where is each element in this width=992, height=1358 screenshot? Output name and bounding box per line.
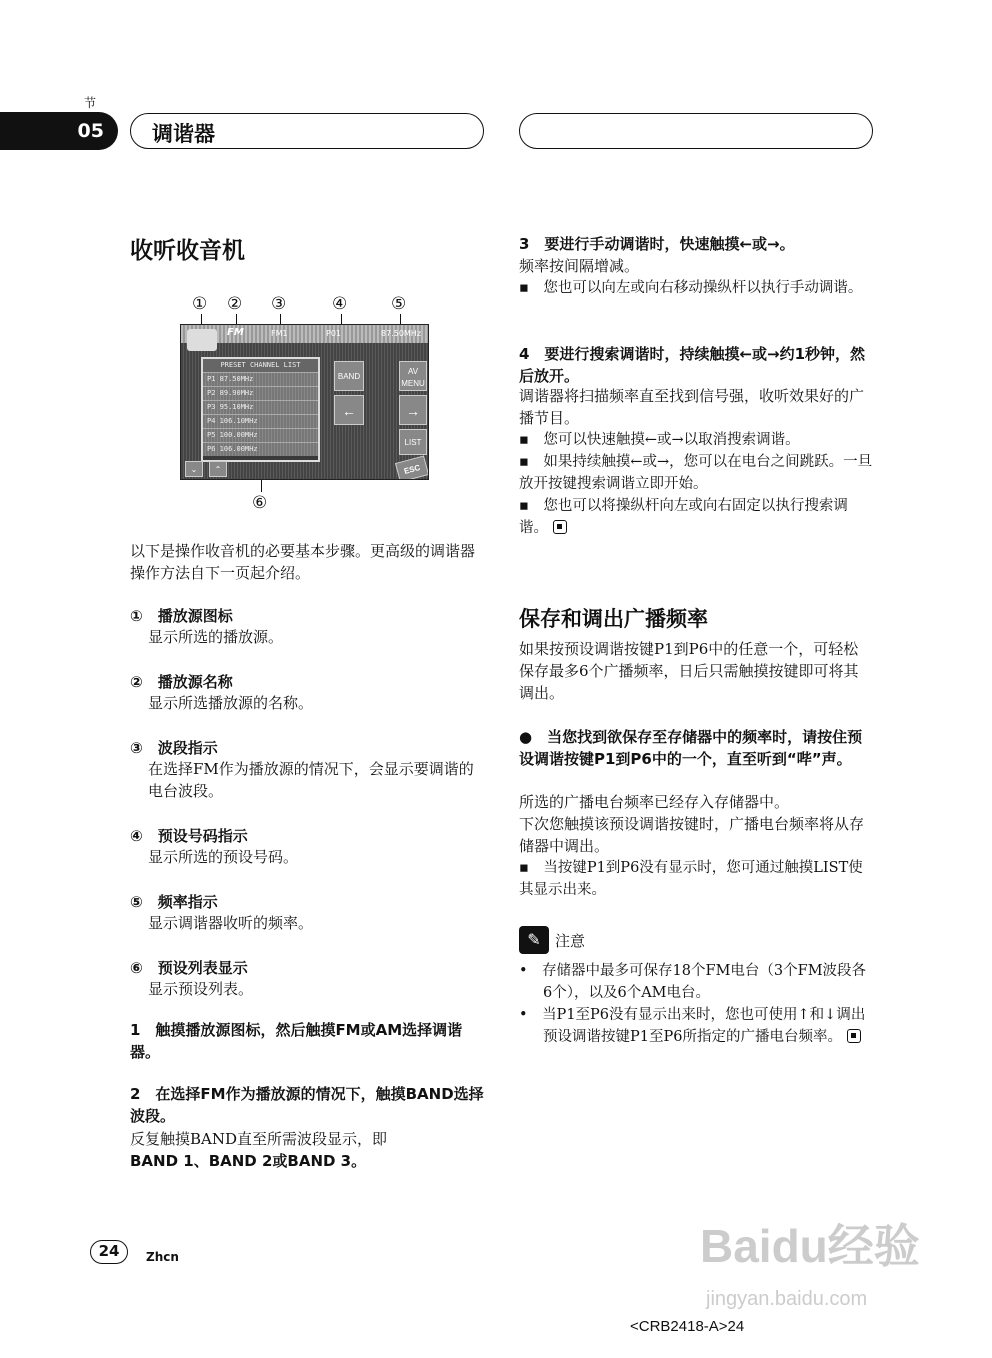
esc-button[interactable]: ESC <box>395 455 429 480</box>
scroll-down-button[interactable]: ⌄ <box>185 461 203 477</box>
callout-item-1 <box>130 605 484 671</box>
screen-band: FM1 <box>271 329 288 338</box>
step-4-bullet-1-text: 您可以快速触摸←或→以取消搜索调谐。 <box>543 432 800 448</box>
callout-item-6 <box>130 957 484 1017</box>
item-2-title: 播放源名称 <box>157 673 233 691</box>
right-arrow-button[interactable]: → <box>399 395 427 425</box>
baidu-watermark: Baidu经验 <box>700 1220 920 1272</box>
section-label: 节 <box>84 96 97 110</box>
chapter-title: 调谐器 <box>152 122 215 146</box>
save-bullet-text: 当按键P1到P6没有显示时，您可通过触摸LIST使其显示出来。 <box>519 860 863 898</box>
step-4-bullet-2: ▪ 如果持续触摸←或→，您可以在电台之间跳跃。一旦放开按键搜索调谐立即开始。 <box>519 454 873 492</box>
step-4-bullet-2-text: 如果持续触摸←或→，您可以在电台之间跳跃。一旦放开按键搜索调谐立即开始。 <box>519 454 873 492</box>
item-4-title: 预设号码指示 <box>157 827 248 845</box>
list-button[interactable]: LIST <box>399 429 427 455</box>
callout-item-4 <box>130 825 484 891</box>
step-4-bullet-3: ▪ 您也可以将操纵杆向左或向右固定以执行搜索调谐。 <box>519 498 848 536</box>
save-intro: 如果按预设调谐按键P1到P6中的任意一个，可轻松保存最多6个广播频率，日后只需触摸按键即可将其调出。 <box>519 640 859 702</box>
step-3-desc: 频率按间隔增减。 <box>519 257 640 275</box>
source-icon[interactable] <box>187 329 217 351</box>
item-1-num: ① <box>130 607 143 625</box>
band-button[interactable]: BAND <box>334 361 364 391</box>
item-3-title: 波段指示 <box>157 739 218 757</box>
scroll-up-button[interactable]: ⌃ <box>209 461 227 477</box>
notes-list <box>519 960 873 1048</box>
intro-paragraph: 以下是操作收音机的必要基本步骤。更高级的调谐器操作方法自下一页起介绍。 <box>130 542 476 582</box>
callout-5: ⑤ <box>391 294 407 314</box>
save-step: ● 当您找到欲保存至存储器中的频率时，请按住预设调谐按键P1到P6中的一个，直至听到“哔”声。 <box>519 728 863 768</box>
step-4-desc: 调谐器将扫描频率直至找到信号强，收听效果好的广播节目。 <box>519 387 865 427</box>
section-number-badge: 05 <box>0 112 118 150</box>
item-2-num: ② <box>130 673 143 691</box>
preset-item-p2[interactable]: P2 89.90MHz <box>203 386 318 400</box>
av-menu-button[interactable]: AV MENU <box>399 361 427 391</box>
item-1-title: 播放源图标 <box>157 607 233 625</box>
left-arrow-button[interactable]: ← <box>334 395 364 425</box>
note-1-text: 存储器中最多可保存18个FM电台（3个FM波段各6个），以及6个AM电台。 <box>542 963 867 1001</box>
item-5-desc: 显示调谐器收听的频率。 <box>148 914 314 932</box>
screen-preset: P01 <box>326 329 342 338</box>
preset-item-p3[interactable]: P3 95.10MHz <box>203 400 318 414</box>
item-3-desc: 在选择FM作为播放源的情况下，会显示要调谐的电台波段。 <box>148 760 474 800</box>
preset-item-p4[interactable]: P4 106.10MHz <box>203 414 318 428</box>
callout-3: ③ <box>271 294 287 314</box>
note-end-icon <box>847 1029 861 1043</box>
callout-6: ⑥ <box>252 493 268 513</box>
page-number: 24 <box>90 1240 128 1264</box>
callout-4: ④ <box>332 294 348 314</box>
baidu-watermark-url: jingyan.baidu.com <box>706 1288 868 1310</box>
preset-list-title: PRESET CHANNEL LIST <box>203 359 318 372</box>
item-2-desc: 显示所选播放源的名称。 <box>148 694 314 712</box>
section-heading-listen-radio: 收听收音机 <box>130 238 245 264</box>
step-2-bands: BAND 1、BAND 2或BAND 3。 <box>130 1152 367 1170</box>
callout-descriptions <box>130 605 484 1017</box>
item-6-num: ⑥ <box>130 959 143 977</box>
step-3-title: 3 要进行手动调谐时，快速触摸←或→。 <box>519 235 795 253</box>
language-code: Zhcn <box>146 1250 179 1264</box>
step-4-bullets <box>519 429 873 539</box>
preset-item-p5[interactable]: P5 100.00MHz <box>203 428 318 442</box>
save-desc-2: 下次您触摸该预设调谐按键时，广播电台频率将从存储器中调出。 <box>519 815 865 855</box>
step-4-title: 4 要进行搜索调谐时，持续触摸←或→约1秒钟，然后放开。 <box>519 345 866 385</box>
save-desc-1: 所选的广播电台频率已经存入存储器中。 <box>519 793 790 811</box>
step-4-bullet-3-text: 您也可以将操纵杆向左或向右固定以执行搜索调谐。 <box>519 498 848 536</box>
callout-item-3 <box>130 737 484 825</box>
right-header-frame <box>519 113 873 149</box>
section-heading-save-recall: 保存和调出广播频率 <box>519 607 708 631</box>
screen-status-bar <box>181 325 428 343</box>
item-5-title: 频率指示 <box>157 893 218 911</box>
item-6-title: 预设列表显示 <box>157 959 248 977</box>
screen-source-name: FM <box>227 327 244 338</box>
callout-1: ① <box>192 294 208 314</box>
step-2-title: 2 在选择FM作为播放源的情况下，触摸BAND选择波段。 <box>130 1085 484 1125</box>
preset-item-p6[interactable]: P6 106.00MHz <box>203 442 318 456</box>
document-code: <CRB2418-A>24 <box>630 1318 745 1335</box>
preset-item-p1[interactable]: P1 87.50MHz <box>203 372 318 386</box>
callout-item-5 <box>130 891 484 957</box>
tuner-screen-illustration <box>180 324 429 480</box>
item-4-desc: 显示所选的预设号码。 <box>148 848 299 866</box>
step-4-bullet-1: ▪ 您可以快速触摸←或→以取消搜索调谐。 <box>519 432 800 448</box>
section-end-icon <box>553 520 567 534</box>
step-2-desc: 反复触摸BAND直至所需波段显示，即 <box>130 1130 388 1148</box>
item-5-num: ⑤ <box>130 893 143 911</box>
step-3-bullet-text: 您也可以向左或向右移动操纵杆以执行手动调谐。 <box>543 280 863 296</box>
item-3-num: ③ <box>130 739 143 757</box>
callout-2: ② <box>227 294 243 314</box>
save-bullet: ▪ 当按键P1到P6没有显示时，您可通过触摸LIST使其显示出来。 <box>519 860 863 898</box>
preset-channel-list <box>201 357 320 462</box>
step-3-bullet: ▪ 您也可以向左或向右移动操纵杆以执行手动调谐。 <box>519 280 863 296</box>
note-1: • 存储器中最多可保存18个FM电台（3个FM波段各6个），以及6个AM电台。 <box>519 963 867 1001</box>
item-1-desc: 显示所选的播放源。 <box>148 628 284 646</box>
note-label: 注意 <box>555 932 586 950</box>
item-6-desc: 显示预设列表。 <box>148 980 254 998</box>
step-1: 1 触摸播放源图标，然后触摸FM或AM选择调谐器。 <box>130 1021 463 1061</box>
item-4-num: ④ <box>130 827 143 845</box>
note-pencil-icon: ✎ <box>519 926 549 954</box>
note-2: • 当P1至P6没有显示出来时，您也可使用↑和↓调出预设调谐按键P1至P6所指定的广播电台频率。 <box>519 1007 866 1045</box>
note-2-text: 当P1至P6没有显示出来时，您也可使用↑和↓调出预设调谐按键P1至P6所指定的广播电台频率。 <box>542 1007 866 1045</box>
callout-item-2 <box>130 671 484 737</box>
screen-frequency: 87.50MHz <box>381 329 422 338</box>
